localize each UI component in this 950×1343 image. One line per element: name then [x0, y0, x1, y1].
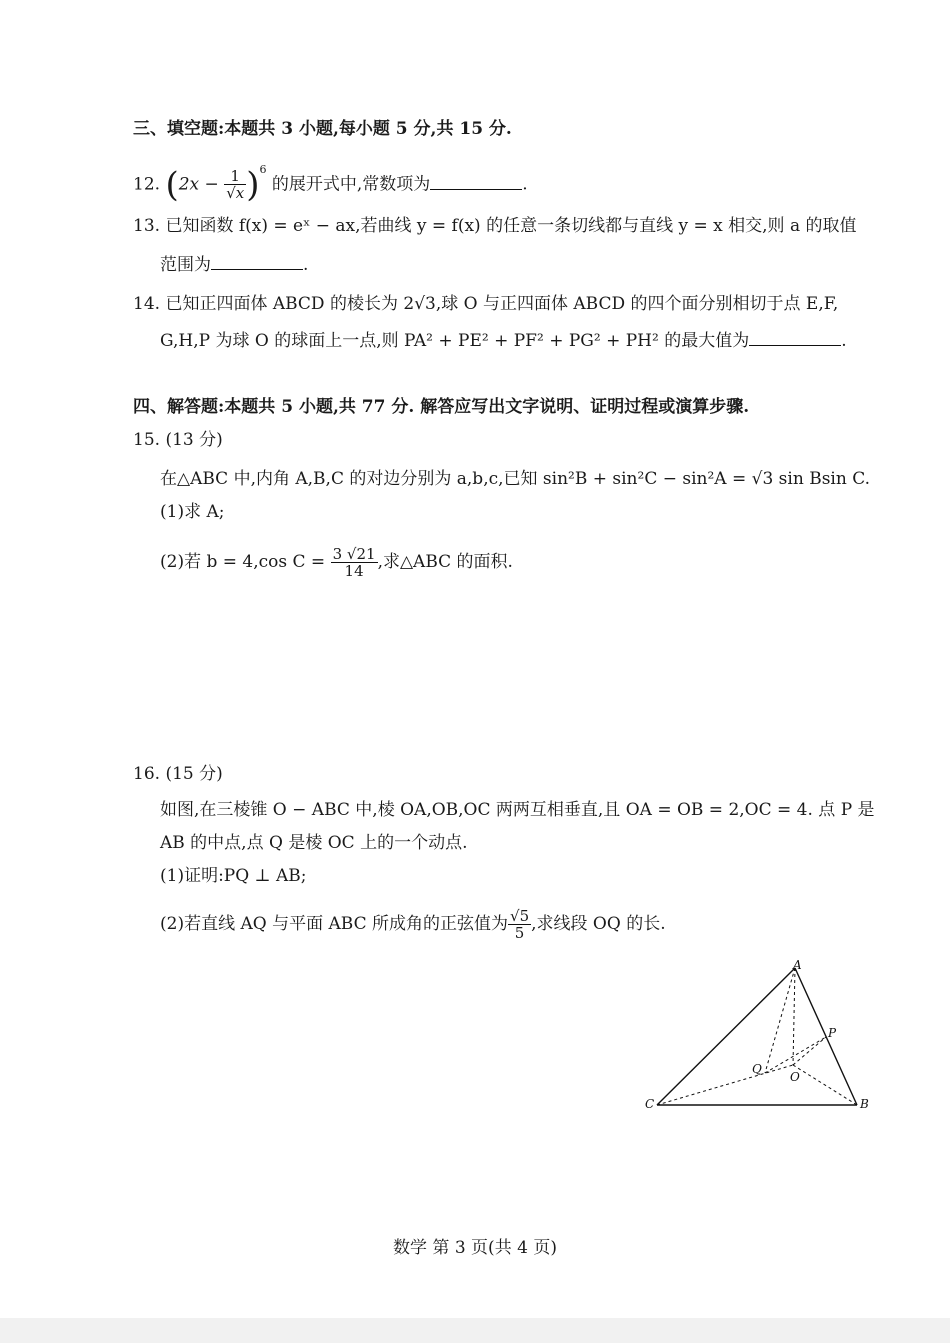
edge-AC	[657, 968, 795, 1105]
q12-expr: 2x −	[178, 174, 219, 195]
section-3-header: 三、填空题:本题共 3 小题,每小题 5 分,共 15 分.	[133, 119, 512, 139]
q13-line1: 13. 已知函数 f(x) = eˣ − ax,若曲线 y = f(x) 的任意一条切线都与直线 y = x 相交,则 a 的取值	[133, 216, 857, 236]
q16-part1: (1)证明:PQ ⊥ AB;	[160, 866, 307, 886]
q13-answer-blank[interactable]	[211, 251, 303, 270]
q16-frac-den: 5	[514, 923, 525, 942]
q12-number: 12.	[133, 174, 161, 195]
q15-title: 15. (13 分)	[133, 430, 223, 450]
q13-prefix: 范围为	[160, 255, 211, 275]
q15-part1: (1)求 A;	[160, 502, 225, 522]
q14-answer-blank[interactable]	[749, 327, 841, 346]
q14-line1: 14. 已知正四面体 ABCD 的棱长为 2√3,球 O 与正四面体 ABCD 的四个面分别相切于点 E,F,	[133, 294, 839, 314]
q16-fraction	[508, 906, 531, 942]
q15-fraction	[331, 544, 378, 580]
q15-frac-num: 3 √21	[332, 544, 376, 563]
right-paren: )	[246, 165, 260, 206]
q12-frac-den: √x	[226, 184, 245, 203]
q15-part2-suffix: ,求△ABC 的面积.	[377, 552, 513, 572]
q13-line2	[160, 251, 308, 277]
q15-part2-prefix: (2)若 b = 4,cos C =	[160, 552, 326, 572]
label-Q: Q	[752, 1062, 762, 1076]
label-O: O	[790, 1070, 800, 1084]
q13-end: .	[303, 255, 309, 275]
q15-frac-den: 14	[344, 561, 364, 580]
left-paren: (	[165, 165, 179, 206]
pyramid-figure	[640, 955, 880, 1120]
q16-title: 16. (15 分)	[133, 764, 223, 784]
section-4-header: 四、解答题:本题共 5 小题,共 77 分. 解答应写出文字说明、证明过程或演算步骤.	[133, 397, 750, 417]
q14-end: .	[841, 331, 847, 351]
scan-edge-shade	[0, 1318, 950, 1343]
label-P: P	[828, 1026, 837, 1040]
page-footer: 数学 第 3 页(共 4 页)	[393, 1238, 557, 1258]
label-C: C	[645, 1097, 655, 1111]
segment-QP	[765, 1037, 826, 1073]
edge-AO	[793, 968, 795, 1065]
q12-text: 的展开式中,常数项为	[271, 174, 431, 195]
q16-stem-line2: AB 的中点,点 Q 是棱 OC 上的一个动点.	[160, 833, 468, 853]
label-A: A	[793, 958, 802, 972]
q12-power: 6	[259, 163, 267, 176]
q16-frac-num: √5	[510, 906, 530, 925]
q16-stem-line1: 如图,在三棱锥 O − ABC 中,棱 OA,OB,OC 两两互相垂直,且 OA = OB = 2,OC = 4. 点 P 是	[160, 800, 875, 820]
q12-fraction	[224, 169, 246, 201]
q16-part2	[160, 902, 666, 946]
q15-part2	[160, 540, 513, 584]
segment-OP	[793, 1037, 826, 1065]
q15-stem: 在△ABC 中,内角 A,B,C 的对边分别为 a,b,c,已知 sin²B + sin²C − sin²A = √3 sin Bsin C.	[160, 469, 871, 489]
q14-line2	[160, 327, 847, 353]
q12-frac-num: 1	[224, 169, 246, 185]
label-B: B	[860, 1097, 869, 1111]
q16-part2-prefix: (2)若直线 AQ 与平面 ABC 所成角的正弦值为	[160, 914, 509, 934]
q14-prefix: G,H,P 为球 O 的球面上一点,则 PA² + PE² + PF² + PG² + PH² 的最大值为	[160, 331, 750, 351]
edge-AB	[795, 968, 857, 1105]
q12-end: .	[522, 174, 528, 195]
q12-answer-blank[interactable]	[430, 171, 522, 190]
question-12	[133, 160, 528, 206]
q16-part2-suffix: ,求线段 OQ 的长.	[531, 914, 666, 934]
